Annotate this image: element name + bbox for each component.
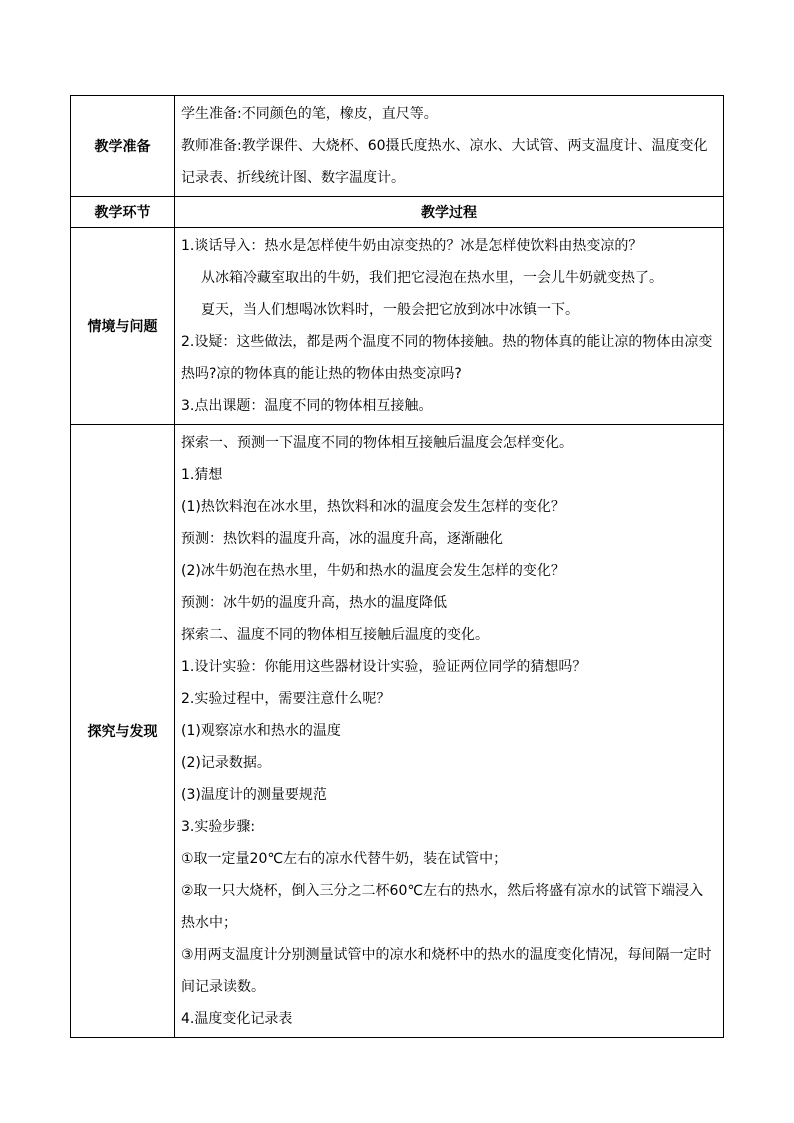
teacher-prep: 教师准备:教学课件、大烧杯、60摄氏度热水、凉水、大试管、两支温度计、温度变化记录表、折线统计图、数字温度计。 [181,138,708,186]
explore-line: ①取一定量20℃左右的凉水代替牛奶，装在试管中； [181,851,508,867]
explore-content [175,425,724,1038]
header-process: 教学过程 [175,197,724,228]
explore-line: 4.温度变化记录表 [181,1011,293,1027]
explore-line: 3.实验步骤: [181,819,256,835]
explore-line: (3)温度计的测量要规范 [181,787,327,803]
explore-line: ③用两支温度计分别测量试管中的凉水和烧杯中的热水的温度变化情况，每间隔一定时间记录读数。 [181,947,712,995]
situation-row [71,228,724,425]
prep-row [71,96,724,197]
explore-line: ②取一只大烧杯，倒入三分之二杯60℃左右的热水，然后将盛有凉水的试管下端浸入热水中； [181,883,704,931]
explore-line: (1)热饮料泡在冰水里，热饮料和冰的温度会发生怎样的变化？ [181,499,565,515]
situation-line: 2.设疑：这些做法，都是两个温度不同的物体接触。热的物体真的能让凉的物体由凉变热吗?凉的物体真的能让热的物体由热变凉吗? [181,334,713,382]
explore-line: 探索一、预测一下温度不同的物体相互接触后温度会怎样变化。 [181,435,573,451]
situation-line: 夏天，当人们想喝冰饮料时，一般会把它放到冰中冰镇一下。 [201,302,579,318]
explore-label: 探究与发现 [71,425,175,1038]
header-row [71,197,724,228]
situation-line: 3.点出课题：温度不同的物体相互接触。 [181,398,433,414]
explore-line: (2)记录数据。 [181,755,271,771]
explore-line: 1.设计实验：你能用这些器材设计实验，验证两位同学的猜想吗？ [181,659,587,675]
explore-line: 预测：冰牛奶的温度升高，热水的温度降低 [181,595,447,611]
situation-line: 从冰箱冷藏室取出的牛奶，我们把它浸泡在热水里，一会儿牛奶就变热了。 [201,270,663,286]
situation-line: 1.谈话导入：热水是怎样使牛奶由凉变热的？冰是怎样使饮料由热变凉的？ [181,238,643,254]
explore-line: 1.猜想 [181,467,223,483]
lesson-plan-table [70,95,724,1038]
prep-label: 教学准备 [71,96,175,197]
explore-line: 2.实验过程中，需要注意什么呢？ [181,691,391,707]
explore-line: (1)观察凉水和热水的温度 [181,723,341,739]
student-prep: 学生准备:不同颜色的笔，橡皮，直尺等。 [181,106,438,122]
situation-content [175,228,724,425]
explore-line: 探索二、温度不同的物体相互接触后温度的变化。 [181,627,489,643]
prep-content [175,96,724,197]
situation-label: 情境与问题 [71,228,175,425]
explore-line: 预测：热饮料的温度升高，冰的温度升高，逐渐融化 [181,531,503,547]
header-phase: 教学环节 [71,197,175,228]
explore-row [71,425,724,1038]
explore-line: (2)冰牛奶泡在热水里，牛奶和热水的温度会发生怎样的变化？ [181,563,565,579]
